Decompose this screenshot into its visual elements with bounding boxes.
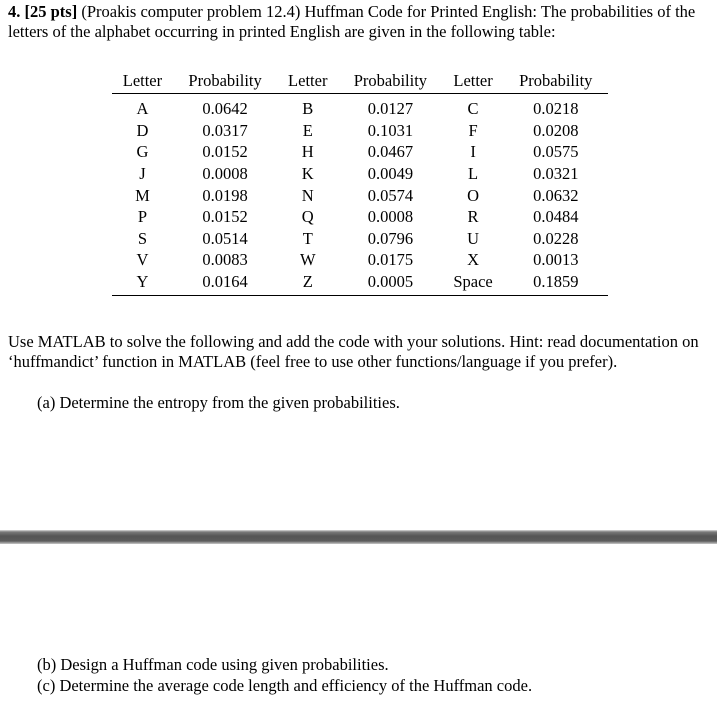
letter-cell: L bbox=[468, 164, 479, 184]
letter-cell: R bbox=[467, 207, 479, 227]
table-row bbox=[112, 120, 608, 142]
probability-cell: 0.0152 bbox=[202, 142, 248, 162]
header-probability-1: Probability bbox=[173, 69, 277, 94]
part-b-question: (b) Design a Huffman code using given probabilities. bbox=[37, 655, 389, 674]
letter-cell: Q bbox=[301, 207, 314, 227]
probability-cell: 0.1031 bbox=[367, 120, 414, 140]
letter-cell: Y bbox=[112, 271, 173, 296]
table-row bbox=[112, 163, 608, 185]
header-letter-1: Letter bbox=[112, 69, 173, 94]
probability-cell: 0.0218 bbox=[533, 99, 579, 119]
header-probability-3: Probability bbox=[504, 69, 609, 94]
problem-number-points: 4. [25 pts] bbox=[8, 2, 78, 21]
probability-cell: 0.0008 bbox=[202, 164, 248, 184]
table-row bbox=[112, 206, 608, 228]
letter-cell: U bbox=[467, 228, 480, 248]
letter-cell: V bbox=[136, 250, 149, 270]
part-a-question: (a) Determine the entropy from the given probabilities. bbox=[37, 393, 400, 412]
letter-cell: H bbox=[301, 142, 314, 162]
probability-cell: 0.0175 bbox=[367, 250, 414, 270]
letter-cell: J bbox=[139, 164, 146, 184]
probability-cell: 0.0575 bbox=[533, 142, 579, 162]
letter-cell: Z bbox=[277, 271, 338, 296]
probability-table bbox=[112, 69, 608, 296]
probability-cell: 0.0008 bbox=[367, 207, 414, 227]
probability-cell: 0.0164 bbox=[173, 271, 277, 296]
letter-cell: B bbox=[302, 99, 314, 119]
probability-cell: 0.1859 bbox=[504, 271, 609, 296]
letter-cell: D bbox=[136, 120, 149, 140]
table-row bbox=[112, 228, 608, 250]
probability-cell: 0.0321 bbox=[533, 164, 579, 184]
header-letter-2: Letter bbox=[277, 69, 338, 94]
probability-cell: 0.0198 bbox=[202, 185, 248, 205]
letter-cell: P bbox=[137, 207, 148, 227]
letter-cell: A bbox=[136, 99, 149, 119]
letter-cell: M bbox=[135, 185, 150, 205]
part-c-question: (c) Determine the average code length and efficiency of the Huffman code. bbox=[37, 676, 533, 695]
table-row bbox=[112, 271, 608, 296]
instructions-paragraph: Use MATLAB to solve the following and add the code with your solutions. Hint: read documentation on ‘huffmandict’ function in MATLAB (feel free to use other functions/language if you prefer). bbox=[8, 332, 699, 371]
probability-cell: 0.0152 bbox=[202, 207, 248, 227]
page-divider bbox=[0, 530, 717, 544]
letter-cell: F bbox=[468, 120, 478, 140]
table-header-row bbox=[112, 69, 608, 94]
probability-cell: 0.0642 bbox=[202, 99, 248, 119]
problem-statement bbox=[8, 2, 714, 42]
probability-cell: 0.0317 bbox=[202, 120, 248, 140]
table-row bbox=[112, 184, 608, 206]
header-letter-3: Letter bbox=[443, 69, 504, 94]
probability-cell: 0.0467 bbox=[367, 142, 414, 162]
letter-cell: N bbox=[301, 185, 314, 205]
probability-cell: 0.0796 bbox=[367, 228, 414, 248]
letter-cell: C bbox=[467, 99, 479, 119]
table-row bbox=[112, 249, 608, 271]
probability-cell: 0.0514 bbox=[202, 228, 248, 248]
probability-cell: 0.0484 bbox=[533, 207, 579, 227]
letter-cell: O bbox=[467, 185, 480, 205]
probability-cell: 0.0632 bbox=[533, 185, 579, 205]
letter-cell: I bbox=[470, 142, 476, 162]
probability-cell: 0.0208 bbox=[533, 120, 579, 140]
probability-cell: 0.0228 bbox=[533, 228, 579, 248]
probability-cell: 0.0049 bbox=[367, 164, 414, 184]
letter-cell: S bbox=[137, 228, 148, 248]
probability-cell: 0.0574 bbox=[367, 185, 414, 205]
table-row bbox=[112, 94, 608, 120]
probability-cell: 0.0083 bbox=[202, 250, 248, 270]
probability-cell: 0.0005 bbox=[338, 271, 442, 296]
letter-cell: G bbox=[136, 142, 149, 162]
letter-cell: X bbox=[467, 250, 480, 270]
problem-intro: (Proakis computer problem 12.4) Huffman Code for Printed English: The probabilities of the letters of the alphabet occurring in printed English are given in the following table: bbox=[8, 2, 696, 41]
letter-cell: T bbox=[302, 228, 313, 248]
probability-cell: 0.0127 bbox=[367, 99, 414, 119]
letter-cell: K bbox=[301, 164, 314, 184]
header-probability-2: Probability bbox=[338, 69, 442, 94]
letter-cell: W bbox=[299, 250, 316, 270]
probability-cell: 0.0013 bbox=[533, 250, 579, 270]
table-row bbox=[112, 141, 608, 163]
letter-cell: E bbox=[302, 120, 313, 140]
letter-cell: Space bbox=[443, 271, 504, 296]
